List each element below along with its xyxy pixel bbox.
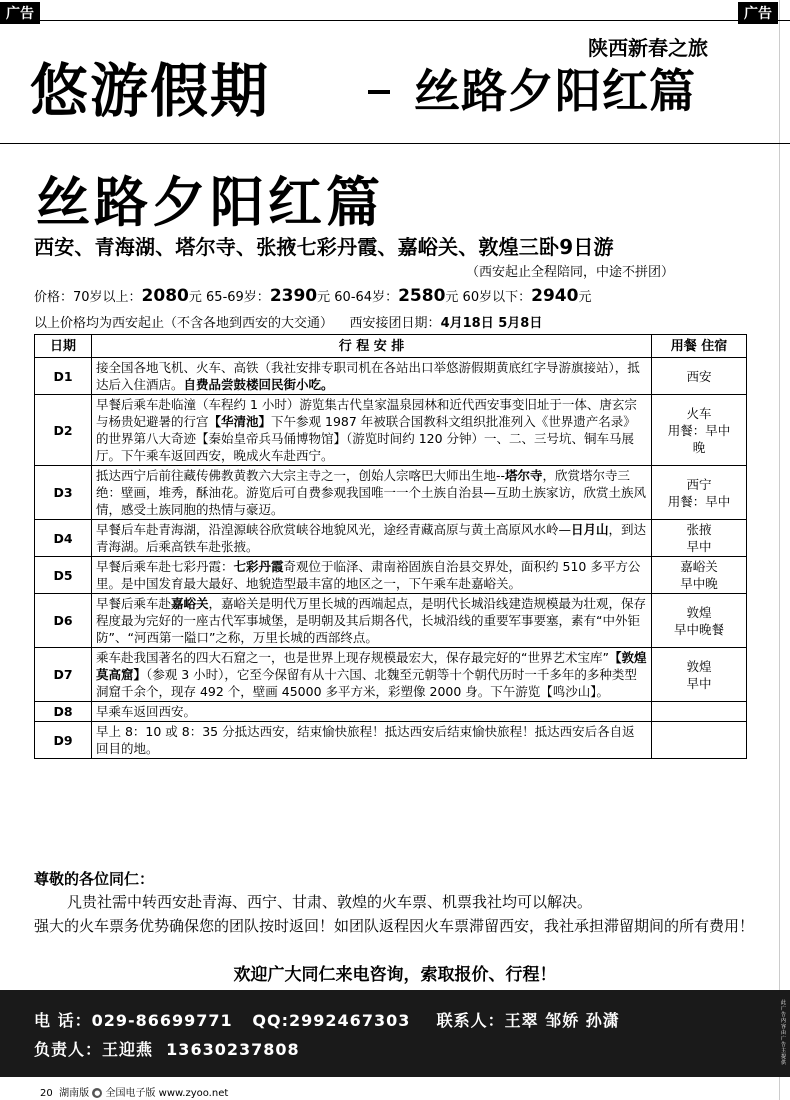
meal-line: 用餐：早中 xyxy=(667,422,731,438)
edition-label: 湖南版 xyxy=(59,1088,90,1099)
table-row xyxy=(35,702,747,722)
col-header-meals: 用餐 住宿 xyxy=(652,335,747,358)
schedule-text: 早乘车返回西安。 xyxy=(96,704,197,719)
day-cell: D5 xyxy=(35,557,92,594)
meal-cell xyxy=(652,466,747,520)
contact-line-1 xyxy=(34,1008,620,1031)
schedule-text: ，欣赏塔尔寺三绝：壁画，堆秀，酥油花。游览后可自费参观我国唯一一个土族自治县—互助土族家访，欣赏土族风情，感受土族同胞的热情与豪迈。 xyxy=(96,468,647,517)
page-number: 20 xyxy=(40,1088,53,1099)
greeting-paragraph-2: 强大的火车票务优势确保您的团队按时返回！如团队返程因火车票滞留西安，我社承担滞留期间的所有费用！ xyxy=(34,917,755,935)
price-unit: 元 xyxy=(445,290,459,305)
person-label: 负责人： xyxy=(34,1040,103,1059)
route-note: （西安起止全程陪同，中途不拼团） xyxy=(466,265,675,280)
table-row xyxy=(35,557,747,594)
person-name: 王迎燕 xyxy=(102,1040,154,1059)
phone-label: 电 话： xyxy=(34,1011,92,1030)
welcome-line: 欢迎广大同仁来电咨询，索取报价、行程！ xyxy=(233,965,557,985)
route-title: 西安、青海湖、塔尔寺、张掖七彩丹霞、嘉峪关、敦煌三卧9日游 xyxy=(34,235,614,259)
schedule-cell xyxy=(92,594,652,648)
tour-dates: 4月18日 5月8日 xyxy=(440,316,543,331)
meal-line: 敦煌 xyxy=(686,604,712,620)
day-cell: D3 xyxy=(35,466,92,520)
meal-line: 用餐：早中 xyxy=(667,493,731,509)
schedule-text: 早餐后乘车赴 xyxy=(96,596,172,611)
meal-cell xyxy=(652,648,747,702)
col-header-date: 日期 xyxy=(35,335,92,358)
schedule-text: 乘车赴我国著名的四大石窟之一，也是世界上现存规模最宏大，保存最完好的“世界艺术宝库” xyxy=(96,650,609,665)
meal-cell xyxy=(652,722,747,759)
table-row xyxy=(35,520,747,557)
price-unit: 元 xyxy=(317,290,331,305)
itinerary-table xyxy=(34,334,747,759)
day-cell: D9 xyxy=(35,722,92,759)
price-value: 2940 xyxy=(531,286,579,306)
schedule-cell xyxy=(92,395,652,466)
page-footer xyxy=(40,1084,228,1099)
highlight-text: 【敦煌莫高窟】 xyxy=(96,650,647,682)
meal-line: 早中 xyxy=(686,539,712,554)
schedule-cell xyxy=(92,557,652,594)
day-cell: D1 xyxy=(35,358,92,395)
meal-line: 敦煌 xyxy=(686,658,712,674)
schedule-text: （参观 3 小时），它至今保留有从十六国、北魏至元朝等十个朝代历时一千多年的多种类型洞窟千余个，现存 492 个，壁画 45000 多平方米，彩塑像 2000 身。下午游览【鸣沙山】。 xyxy=(96,667,637,699)
schedule-text: 早上 8：10 或 8：35 分抵达西安，结束愉快旅程！抵达西安后结束愉快旅程！抵达西安后各自返回目的地。 xyxy=(96,724,635,756)
table-row xyxy=(35,594,747,648)
meal-line: 早中晚 xyxy=(680,576,718,591)
schedule-cell xyxy=(92,702,652,722)
meal-line: 张掖 xyxy=(686,522,712,537)
highlight-text: 嘉峪关 xyxy=(171,596,209,611)
day-cell: D6 xyxy=(35,594,92,648)
day-cell: D4 xyxy=(35,520,92,557)
day-cell: D2 xyxy=(35,395,92,466)
meal-line: 火车 xyxy=(686,405,712,421)
table-row xyxy=(35,358,747,395)
price-value: 2580 xyxy=(398,286,446,306)
schedule-text: 下午参观 1987 年被联合国教科文组织批准列入《世界遗产名录》的世界第八大奇迹【秦始皇帝兵马俑博物馆】（游览时间约 120 分钟）一、二、三号坑、铜车马展厅。下午乘车返回西安，晚成火车赴西宁。 xyxy=(96,414,636,463)
highlight-text: 自费品尝鼓楼回民街小吃。 xyxy=(183,377,334,392)
meal-cell xyxy=(652,358,747,395)
price-note: 以上价格均为西安起止（不含各地到西安的大交通） xyxy=(34,316,334,331)
table-row xyxy=(35,395,747,466)
table-row xyxy=(35,466,747,520)
schedule-cell xyxy=(92,722,652,759)
schedule-text: ，到达青海湖。后乘高铁车赴张掖。 xyxy=(96,522,647,554)
price-line xyxy=(34,286,591,306)
price-label: 60岁以下： xyxy=(458,290,532,305)
meal-cell xyxy=(652,594,747,648)
schedule-text: 接全国各地飞机、火车、高铁（我社安排专职司机在各站出口举悠游假期黄底红字导游旗接站），抵达后入住酒店。 xyxy=(96,360,640,392)
meal-cell xyxy=(652,520,747,557)
meal-line: 西安 xyxy=(686,368,712,384)
meal-cell xyxy=(652,702,747,722)
price-label: 60-64岁： xyxy=(330,290,399,305)
price-value: 2080 xyxy=(141,286,189,306)
day-cell: D8 xyxy=(35,702,92,722)
header-headline: 丝路夕阳红篇 xyxy=(414,64,696,118)
ad-label-left: 广告 xyxy=(0,2,40,24)
meal-line: 早中晚餐 xyxy=(673,621,724,637)
table-header-row xyxy=(35,335,747,358)
greeting-text xyxy=(34,888,754,938)
col-header-schedule: 行 程 安 排 xyxy=(92,335,652,358)
highlight-text: 日月山 xyxy=(571,522,609,537)
highlight-text: 塔尔寺 xyxy=(505,468,543,483)
meal-cell xyxy=(652,557,747,594)
footer-site: 全国电子版 www.zyoo.net xyxy=(105,1088,229,1099)
qq-number: 2992467303 xyxy=(289,1011,411,1030)
publisher-logo-icon: ● xyxy=(94,1089,101,1097)
brand-name: 悠游假期 xyxy=(30,57,271,125)
schedule-text: 早餐后车赴青海湖，沿湟源峡谷欣赏峡谷地貌风光，途经青藏高原与黄土高原风水岭— xyxy=(96,522,572,537)
highlight-text: 七彩丹霞 xyxy=(233,559,284,574)
meal-cell xyxy=(652,395,747,466)
meal-line: 西宁 xyxy=(686,476,712,492)
schedule-cell xyxy=(92,520,652,557)
table-row xyxy=(35,648,747,702)
contact-names: 王翠 邹娇 孙潇 xyxy=(504,1011,620,1030)
schedule-text: ，嘉峪关是明代万里长城的西端起点，是明代长城沿线建造规模最为壮观，保存程度最为完好的一座古代军事城堡，是明朝及其后期各代，长城沿线的重要军事要塞，素有“中外钜防”、“河西第一隘口”之称，万里长城的西部终点。 xyxy=(96,596,647,645)
contact-label: 联系人： xyxy=(436,1011,505,1030)
dates-label: 西安接团日期： xyxy=(349,316,441,331)
itinerary-body xyxy=(35,358,747,759)
ad-label-right: 广告 xyxy=(738,2,778,24)
mobile-number: 13630237808 xyxy=(166,1040,300,1059)
table-row xyxy=(35,722,747,759)
section-title: 丝路夕阳红篇 xyxy=(36,171,384,234)
meal-line: 早中 xyxy=(686,675,712,691)
price-label: 65-69岁： xyxy=(201,290,270,305)
day-cell: D7 xyxy=(35,648,92,702)
phone-number: 029-86699771 xyxy=(91,1011,233,1030)
highlight-text: 【华清池】 xyxy=(208,414,272,429)
schedule-text: 早餐后乘车赴七彩丹霞： xyxy=(96,559,234,574)
schedule-cell xyxy=(92,648,652,702)
greeting-title: 尊敬的各位同仁： xyxy=(34,870,155,888)
side-strip-text: 此广告内容由广告主提供 xyxy=(781,1000,787,1066)
page-edge-rule xyxy=(779,0,780,1100)
schedule-text: 早餐后乘车赴临潼（车程约 1 小时）游览集古代皇家温泉园林和近代西安事变旧址于一体、唐玄宗与杨贵妃避暑的行宫 xyxy=(96,397,637,429)
meal-line: 晚 xyxy=(692,439,706,455)
price-unit: 元 xyxy=(188,290,202,305)
schedule-text: 抵达西宁后前往藏传佛教黄教六大宗主寺之一，创始人宗喀巴大师出生地-- xyxy=(96,468,506,483)
schedule-cell xyxy=(92,358,652,395)
schedule-text: 奇观位于临泽、肃南裕固族自治县交界处，面积约 510 多平方公里。是中国发育最大最好、地貌造型最丰富的地区之一，下午乘车赴嘉峪关。 xyxy=(96,559,641,591)
price-unit: 元 xyxy=(578,290,592,305)
price-label: 价格：70岁以上： xyxy=(34,290,142,305)
price-note-line xyxy=(34,312,542,331)
meal-line: 嘉峪关 xyxy=(680,559,718,574)
header-dash xyxy=(368,90,390,94)
schedule-cell xyxy=(92,466,652,520)
qq-label: QQ: xyxy=(252,1011,290,1030)
contact-line-2 xyxy=(34,1037,300,1060)
contact-bar xyxy=(0,990,780,1077)
header-slogan: 陕西新春之旅 xyxy=(588,36,708,60)
price-value: 2390 xyxy=(269,286,318,306)
greeting-paragraph-1: 凡贵社需中转西安赴青海、西宁、甘肃、敦煌的火车票、机票我社均可以解决。 xyxy=(67,893,593,911)
